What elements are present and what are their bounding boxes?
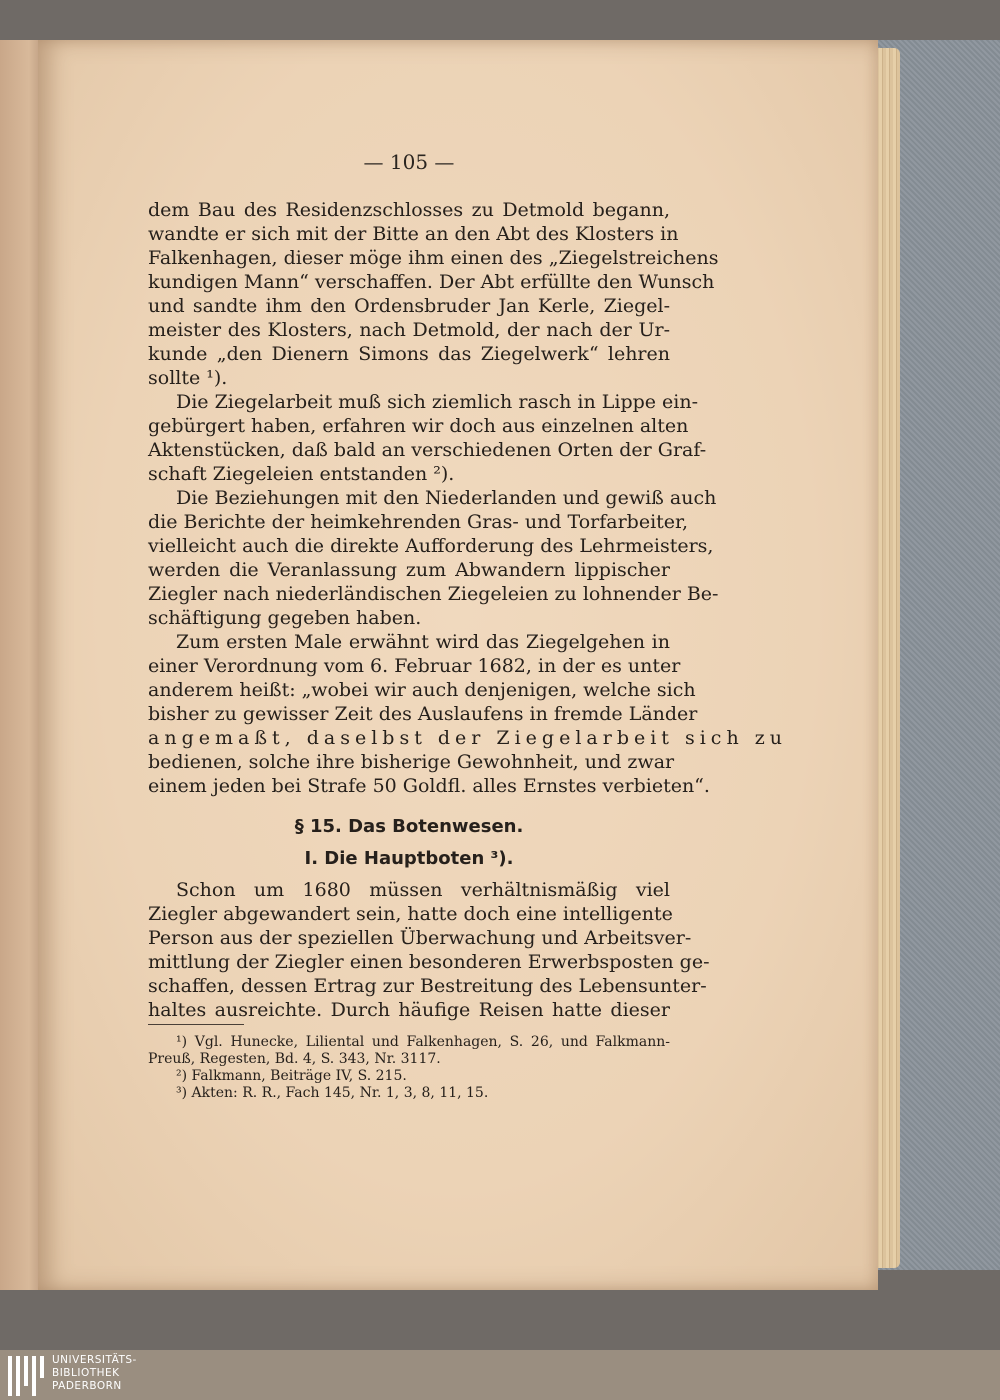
text-line: gebürgert haben, erfahren wir doch aus einzelnen alten: [148, 415, 689, 437]
text-line: Ziegler nach niederländischen Ziegeleien zu lohnender Be-: [148, 583, 719, 605]
logo-line: PADERBORN: [52, 1380, 122, 1392]
text-line: die Berichte der heimkehrenden Gras- und Torfarbeiter,: [148, 511, 689, 533]
text-line: schaft Ziegeleien entstanden ²).: [148, 463, 455, 485]
text-line: bisher zu gewisser Zeit des Auslaufens in fremde Länder: [148, 703, 698, 725]
footnote-divider: [148, 1024, 244, 1025]
text-line: anderem heißt: „wobei wir auch denjenigen, welche sich: [148, 679, 696, 701]
text-line: schaffen, dessen Ertrag zur Bestreitung des Lebensunter-: [148, 975, 707, 997]
text-line: Person aus der speziellen Überwachung und Arbeitsver-: [148, 927, 692, 949]
footnote-line: ²) Falkmann, Beiträge IV, S. 215.: [176, 1068, 407, 1084]
text-line: kundigen Mann“ verschaffen. Der Abt erfüllte den Wunsch: [148, 271, 715, 293]
text-line: einer Verordnung vom 6. Februar 1682, in der es unter: [148, 655, 681, 677]
text-line: Aktenstücken, daß bald an verschiedenen Orten der Graf-: [148, 439, 707, 461]
text-line: wandte er sich mit der Bitte an den Abt des Klosters in: [148, 223, 679, 245]
section-paragraph: [148, 878, 710, 1022]
logo-line: UNIVERSITÄTS-: [52, 1354, 137, 1366]
text-line: Die Ziegelarbeit muß sich ziemlich rasch in Lippe ein-: [176, 391, 699, 413]
text-line: dem Bau des Residenzschlosses zu Detmold begann,: [148, 199, 670, 221]
text-line: kunde „den Dienern Simons das Ziegelwerk“ lehren: [148, 343, 670, 365]
logo-line: BIBLIOTHEK: [52, 1367, 120, 1379]
text-line: mittlung der Ziegler einen besonderen Erwerbsposten ge-: [148, 951, 710, 973]
text-line: schäftigung gegeben haben.: [148, 607, 422, 629]
page-number: — 105 —: [363, 150, 455, 174]
text-line: einem jeden bei Strafe 50 Goldfl. alles Ernstes verbieten“.: [148, 775, 710, 797]
footnotes: [148, 1034, 670, 1102]
text-line: haltes ausreichte. Durch häufige Reisen hatte dieser: [148, 999, 670, 1021]
text-line: angemaßt, daselbst der Ziegelarbeit sich zu: [148, 727, 787, 749]
subsection-heading: I. Die Hauptboten ³).: [304, 848, 514, 869]
main-paragraphs: [148, 198, 787, 798]
text-line: meister des Klosters, nach Detmold, der nach der Ur-: [148, 319, 670, 341]
text-line: werden die Veranlassung zum Abwandern lippischer: [148, 559, 670, 581]
text-line: Falkenhagen, dieser möge ihm einen des „Ziegelstreichens: [148, 247, 719, 269]
text-line: sollte ¹).: [148, 367, 228, 389]
text-line: vielleicht auch die direkte Aufforderung des Lehrmeisters,: [148, 535, 714, 557]
library-logo-icon: [6, 1356, 46, 1396]
footnote-line: ³) Akten: R. R., Fach 145, Nr. 1, 3, 8, 11, 15.: [176, 1085, 489, 1101]
text-line: und sandte ihm den Ordensbruder Jan Kerle, Ziegel-: [148, 295, 670, 317]
section-heading: § 15. Das Botenwesen.: [294, 816, 524, 837]
library-footer-bar: [0, 1350, 1000, 1400]
text-line: bedienen, solche ihre bisherige Gewohnheit, und zwar: [148, 751, 675, 773]
text-line: Schon um 1680 müssen verhältnismäßig viel: [176, 879, 670, 901]
library-logo-text: [52, 1354, 137, 1393]
footnote-line: Preuß, Regesten, Bd. 4, S. 343, Nr. 3117.: [148, 1051, 441, 1067]
text-line: Die Beziehungen mit den Niederlanden und gewiß auch: [176, 487, 717, 509]
text-line: Zum ersten Male erwähnt wird das Ziegelgehen in: [176, 631, 670, 653]
footnote-line: ¹) Vgl. Hunecke, Liliental und Falkenhagen, S. 26, und Falkmann-: [176, 1034, 670, 1050]
text-line: Ziegler abgewandert sein, hatte doch eine intelligente: [148, 903, 673, 925]
